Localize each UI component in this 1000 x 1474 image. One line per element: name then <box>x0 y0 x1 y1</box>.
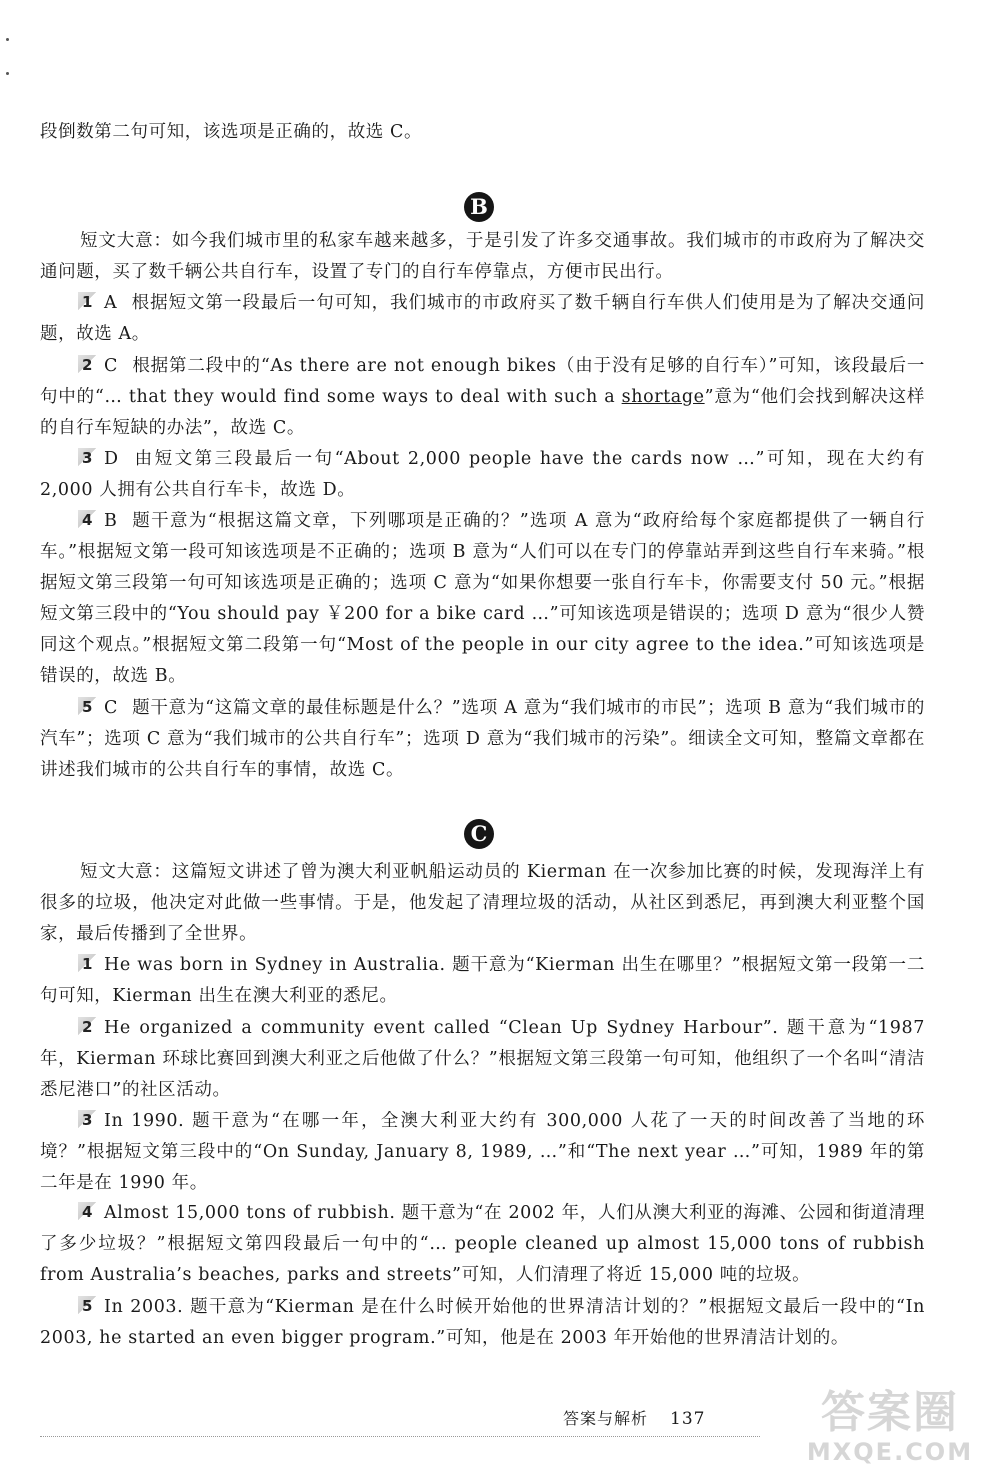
explanation-text: 根据短文第一段最后一句可知，我们城市的市政府买了数千辆自行车供人们使用是为了解决交通问题，故选 A。 <box>40 293 925 344</box>
page-footer <box>563 1406 705 1429</box>
section-c-item-4 <box>40 1198 925 1291</box>
section-b-icon: B <box>464 192 494 222</box>
footer-label: 答案与解析 <box>563 1409 649 1428</box>
underlined-word: shortage <box>621 387 705 407</box>
section-c-item-2 <box>40 1013 925 1106</box>
edge-mark <box>6 72 9 75</box>
answer-letter: C <box>104 356 119 376</box>
section-c-summary: 短文大意：这篇短文讲述了曾为澳大利亚帆船运动员的 Kierman 在一次参加比赛的时候，发现海洋上有很多的垃圾，他决定对此做一些事情。于是，他发起了清理垃圾的活动，从社区到悉尼，再到澳大利亚整个国家，最后传播到了全世界。 <box>40 862 925 944</box>
explanation-text: 题干意为“这篇文章的最佳标题是什么？”选项 A 意为“我们城市的市民”；选项 B 意为“我们城市的汽车”；选项 C 意为“我们城市的公共自行车”；选项 D 意为“我们城市的污染”。细读全文可知，整篇文章都在讲述我们城市的公共自行车的事情，故选 C。 <box>40 698 925 780</box>
section-b-item-5 <box>40 693 925 786</box>
edge-mark <box>6 38 9 41</box>
answer-letter: A <box>104 293 118 313</box>
page-number: 137 <box>670 1409 706 1429</box>
explanation-text: 题干意为“根据这篇文章，下列哪项是正确的？”选项 A 意为“政府给每个家庭都提供了一辆自行车。”根据短文第一段可知该选项是不正确的；选项 B 意为“人们可以在专门的停靠站弄到这些自行车来骑。”根据短文第三段第一句可知该选项是正确的；选项 C 意为“如果你想要一张自行车卡，你需要支付 50 元。”根据短文第三段中的“You should pay ￥200 for a bike card …”可知该选项是错误的；选项 D 意为“很少人赞同这个观点。”根据短文第二段第一句“Most of the people in our city agree to the idea.”可知该选项是错误的，故选 B。 <box>40 511 925 686</box>
top-fragment: 段倒数第二句可知，该选项是正确的，故选 C。 <box>40 122 423 142</box>
watermark-logo <box>790 1388 990 1472</box>
section-c-item-1 <box>40 950 925 1012</box>
question-number-badge: 3 <box>78 448 98 468</box>
explanation-text: He was born in Sydney in Australia. 题干意为“Kierman 出生在哪里？”根据短文第一段第一二句可知，Kierman 出生在澳大利亚的悉尼。 <box>40 955 925 1006</box>
section-b-item-2 <box>40 351 925 444</box>
explanation-text: 由短文第三段最后一句“About 2,000 people have the cards now …”可知，现在大约有 2,000 人拥有公共自行车卡，故选 D。 <box>40 449 925 500</box>
watermark-title: 答案圈 <box>821 1387 959 1438</box>
explanation-text: In 1990. 题干意为“在哪一年，全澳大利亚大约有 300,000 人花了一天的时间改善了当地的环境？”根据短文第三段中的“On Sunday, January 8, 1989, …”和“The next year …”可知，1989 年的第二年是在 1990 年。 <box>40 1111 925 1193</box>
answer-letter: C <box>104 698 119 718</box>
question-number-badge: 1 <box>78 292 98 312</box>
section-c-item-5 <box>40 1292 925 1354</box>
section-b-item-3 <box>40 444 925 506</box>
question-number-badge: 5 <box>78 697 98 717</box>
explanation-text: Almost 15,000 tons of rubbish. 题干意为“在 2002 年，人们从澳大利亚的海滩、公园和街道清理了多少垃圾？”根据短文第四段最后一句中的“… people cleaned up almost 15,000 tons of rubbish from Australia’s beaches, parks and streets”可知，人们清理了将近 15,000 吨的垃圾。 <box>40 1203 925 1285</box>
explanation-text: 根据第二段中的“As there are not enough bikes（由于没有足够的自行车）”可知，该段最后一句中的“… that they would find some ways to deal with such a <box>40 356 925 407</box>
section-c-item-3 <box>40 1106 925 1199</box>
question-number-badge: 4 <box>78 1202 98 1222</box>
section-b-item-1 <box>40 288 925 350</box>
explanation-text: He organized a community event called “Clean Up Sydney Harbour”. 题干意为“1987 年，Kierman 环球比赛回到澳大利亚之后他做了什么？”根据短文第三段第一句可知，他组织了一个名叫“清洁悉尼港口”的社区活动。 <box>40 1018 925 1100</box>
footer-divider <box>40 1436 760 1437</box>
section-b-item-4 <box>40 506 925 692</box>
question-number-badge: 4 <box>78 510 98 530</box>
answer-letter: D <box>104 449 119 469</box>
section-c-icon: C <box>464 819 494 849</box>
question-number-badge: 5 <box>78 1296 98 1316</box>
explanation-text: In 2003. 题干意为“Kierman 是在什么时候开始他的世界清洁计划的？”根据短文最后一段中的“In 2003, he started an even bigger program.”可知，他是在 2003 年开始他的世界清洁计划的。 <box>40 1297 925 1348</box>
explanation-text-cont: ”意为“他们会找到解决这样的自行车短缺的办法”，故选 C。 <box>40 387 925 438</box>
section-b-summary: 短文大意：如今我们城市里的私家车越来越多，于是引发了许多交通事故。我们城市的市政府为了解决交通问题，买了数千辆公共自行车，设置了专门的自行车停靠点，方便市民出行。 <box>40 231 925 282</box>
question-number-badge: 1 <box>78 954 98 974</box>
question-number-badge: 2 <box>78 1017 98 1037</box>
question-number-badge: 3 <box>78 1110 98 1130</box>
answer-letter: B <box>104 511 118 531</box>
question-number-badge: 2 <box>78 355 98 375</box>
watermark-url: MXQE.COM <box>806 1438 974 1466</box>
